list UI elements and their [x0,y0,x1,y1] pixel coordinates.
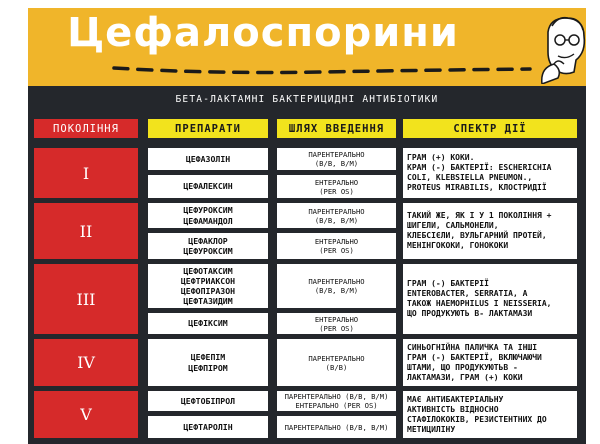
drug-cell: ЦЕФЕПІМ ЦЕФПІРОМ [148,339,268,386]
header-generation: ПОКОЛІННЯ [34,119,138,138]
subtitle: БЕТА-ЛАКТАМНІ БАКТЕРИЦИДНІ АНТИБІОТИКИ [175,94,439,105]
table-panel [28,86,586,444]
drug-cell: ЦЕФІКСИМ [148,313,268,334]
header-drugs: ПРЕПАРАТИ [148,119,268,138]
generation-label: III [34,264,138,334]
route-cell: ПАРЕНТЕРАЛЬНО (В/В, В/М) [277,203,396,228]
generation-label: IV [34,339,138,386]
spectrum-cell: ГРАМ (-) БАКТЕРІЇ ENTEROBACTER, SERRATIA, А ТАКОЖ HAEMOPHILUS І NEISSERIA, ЩО ПРОДУКУЮТЬ В- ЛАКТАМАЗИ [403,264,577,334]
spectrum-cell: ТАКИЙ ЖЕ, ЯК І У 1 ПОКОЛІННЯ + ШИГЕЛИ, САЛЬМОНЕЛИ, КЛЕБСІЄЛИ, ВУЛЬГАРНИЙ ПРОТЕЙ, МЕНІНГОКОКИ, ГОНОКОКИ [403,203,577,259]
header-route: ШЛЯХ ВВЕДЕННЯ [277,119,396,138]
dashed-divider [112,64,532,76]
drug-cell: ЦЕФОТАКСИМ ЦЕФТРИАКСОН ЦЕФОПІРАЗОН ЦЕФТАЗИДИМ [148,264,268,308]
generation-label: V [34,391,138,438]
spectrum-cell: СИНЬОГНІЙНА ПАЛИЧКА ТА ІНШІ ГРАМ (-) БАКТЕРІЇ, ВКЛЮЧАЮЧИ ШТАМИ, ЩО ПРОДУКУЮТЬВ - ЛАКТАМАЗИ, ГРАМ (+) КОКИ [403,339,577,386]
route-cell: ПАРЕНТЕРАЛЬНО (В/В, В/М) [277,264,396,308]
spectrum-cell: МАЄ АНТИБАКТЕРІАЛЬНУ АКТИВНІСТЬ ВІДНОСНО СТАФІЛОКОКІВ, РЕЗИСТЕНТНИХ ДО МЕТИЦИЛІНУ [403,391,577,438]
route-cell: ПАРЕНТЕРАЛЬНО (В/В) [277,339,396,386]
drug-cell: ЦЕФТОБІПРОЛ [148,391,268,411]
route-cell: ПАРЕНТЕРАЛЬНО (В/В, В/М) [277,416,396,438]
route-cell: ЕНТЕРАЛЬНО (PER OS) [277,313,396,334]
page-title: Цефалоспорини [67,10,459,56]
route-cell: ЕНТЕРАЛЬНО (PER OS) [277,175,396,198]
route-cell: ЕНТЕРАЛЬНО (PER OS) [277,233,396,259]
drug-cell: ЦЕФУРОКСИМ ЦЕФАМАНДОЛ [148,203,268,228]
route-cell: ПАРЕНТЕРАЛЬНО (В/В, В/М) ЕНТЕРАЛЬНО (PER OS) [277,391,396,411]
drug-cell: ЦЕФАЛЕКСИН [148,175,268,198]
spectrum-cell: ГРАМ (+) КОКИ. КРАМ (-) БАКТЕРІЇ: ESCHERICHIA COLI, KLEBSIELLA PNEUMON., PROTEUS MIRABILIS, КЛОСТРИДІЇ [403,148,577,198]
drug-cell: ЦЕФТАРОЛІН [148,416,268,438]
route-cell: ПАРЕНТЕРАЛЬНО (В/В, В/М) [277,148,396,170]
drug-cell: ЦЕФАЗОЛІН [148,148,268,170]
title-banner [28,8,586,86]
header-spectrum: СПЕКТР ДІЇ [403,119,577,138]
drug-cell: ЦЕФАКЛОР ЦЕФУРОКСИМ [148,233,268,259]
generation-label: I [34,148,138,198]
generation-label: II [34,203,138,259]
thinking-person-icon [528,12,598,84]
